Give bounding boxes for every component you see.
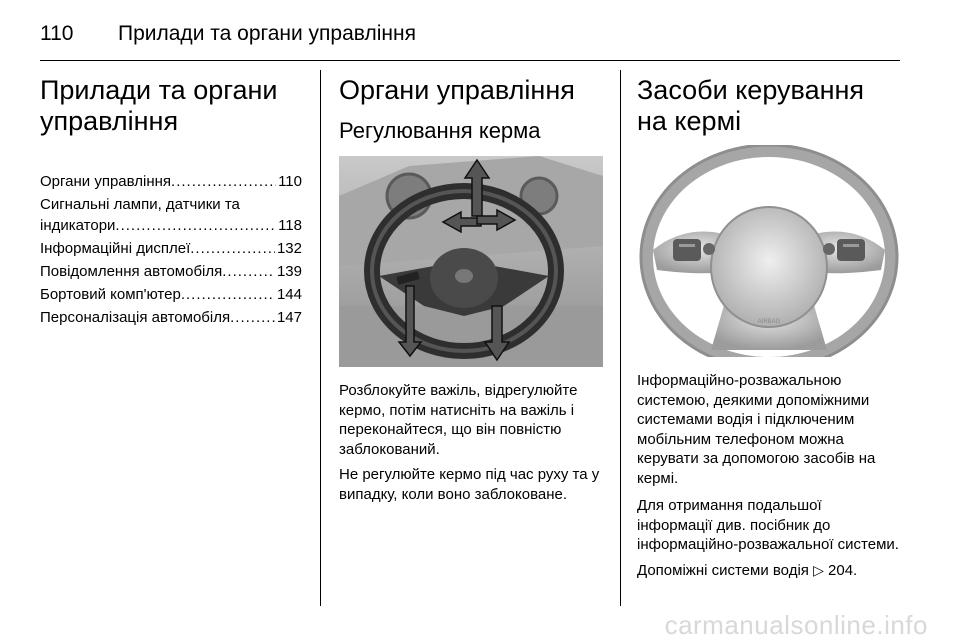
toc-label: Органи управління — [40, 173, 172, 190]
section-title: Органи управління — [339, 75, 575, 105]
toc-label: Персоналізація автомобіля — [40, 309, 231, 326]
section-title: Засоби керування на кермі — [637, 75, 865, 136]
toc-item[interactable] — [40, 238, 302, 259]
toc-page: 132 — [276, 240, 302, 257]
steering-adjustment-photo — [339, 156, 603, 367]
toc-label: Інформаційні дисплеї — [40, 240, 191, 257]
ref-text: Допоміжні системи водія — [637, 561, 809, 579]
ref-page: 204. — [828, 561, 858, 579]
toc-page: 147 — [276, 309, 302, 326]
paragraph: Для отримання подальшої інформації див. посібник до інформаційно-розважальної системи. — [637, 497, 899, 553]
arrow-ref-icon: ▷ — [813, 561, 824, 578]
cross-reference[interactable] — [637, 561, 901, 581]
controls-column — [339, 70, 603, 504]
toc-page: 139 — [276, 263, 302, 280]
toc-label: індикатори — [40, 217, 116, 234]
toc-item[interactable] — [40, 171, 302, 192]
running-title: Прилади та органи управління — [118, 22, 416, 45]
paragraph: Розблокуйте важіль, відрегулюйте кермо, потім натисніть на важіль і переконайтеся, що він повністю заблокований. — [339, 382, 578, 458]
watermark: carmanualsonline.info — [664, 610, 928, 640]
column-divider — [320, 70, 321, 606]
table-of-contents — [40, 171, 302, 328]
header-rule — [40, 60, 900, 61]
chapter-title: Прилади та органи управління — [40, 75, 278, 136]
paragraph: Інформаційно-розважальною системою, деякими допоміжними системами водія і підключеним мобільним телефоном можна керувати за допомогою засобів на кермі. — [637, 372, 876, 487]
column-divider — [620, 70, 621, 606]
chapter-column — [40, 70, 302, 330]
toc-label-line1: Сигнальні лампи, датчики та — [40, 196, 240, 213]
toc-item[interactable] — [40, 307, 302, 328]
toc-label: Повідомлення автомобіля — [40, 263, 223, 280]
toc-page: 110 — [278, 173, 302, 190]
subsection-title: Регулювання керма — [339, 118, 541, 143]
toc-page: 118 — [278, 217, 302, 234]
toc-item[interactable] — [40, 284, 302, 305]
steering-wheel-controls-photo — [637, 145, 901, 357]
page-header — [40, 22, 920, 62]
toc-item[interactable] — [40, 261, 302, 282]
steering-controls-column — [637, 70, 901, 580]
toc-page: 144 — [276, 286, 302, 303]
toc-item[interactable] — [40, 194, 302, 236]
svg-text:AIRBAG: AIRBAG — [757, 319, 781, 325]
toc-label: Бортовий комп'ютер — [40, 286, 181, 303]
page-number: 110 — [40, 22, 74, 45]
paragraph: Не регулюйте кермо під час руху та у випадку, коли воно заблоковане. — [339, 466, 600, 503]
